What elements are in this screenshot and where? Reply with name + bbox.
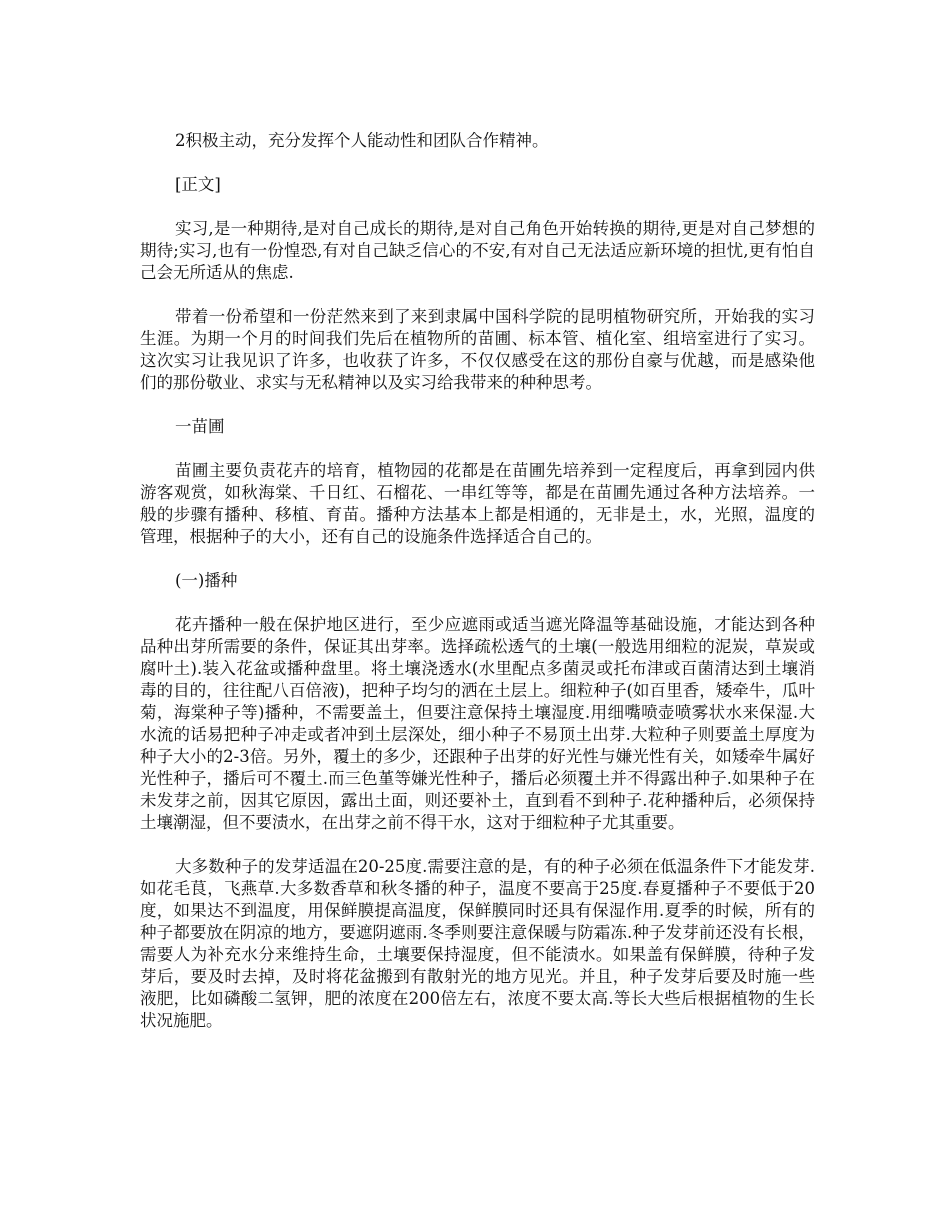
section-heading-nursery: 一苗圃 — [175, 417, 225, 436]
paragraph-internship-intro: 带着一份希望和一份茫然来到了来到隶属中国科学院的昆明植物研究所，开始我的实习生涯。为期一个月的时间我们先后在植物所的苗圃、标本管、植化室、组培室进行了实习。这次实习让我见识了许多，也收获了许多，不仅仅感受在这的那份自豪与优越，而是感染他们的那份敬业、求实与无私精神以及实习给我带来的种种思考。 — [140, 307, 815, 392]
subsection-heading-sowing: (一)播种 — [175, 571, 238, 590]
intro-line: 2积极主动，充分发挥个人能动性和团队合作精神。 — [175, 131, 549, 150]
paragraph-germination-temperature: 大多数种子的发芽适温在20-25度.需要注意的是，有的种子必须在低温条件下才能发芽.如花毛茛，飞燕草.大多数香草和秋冬播的种子，温度不要高于25度.春夏播种子不要低于20度，如果达不到温度，用保鲜膜提高温度，保鲜膜同时还具有保湿作用.夏季的时候，所有的种子都要放在阴凉的地方，要遮阴遮雨.冬季则要注意保暖与防霜冻.种子发芽前还没有长根，需要人为补充水分来维持生命，土壤要保持湿度，但不能渍水。如果盖有保鲜膜，待种子发芽后，要及时去掉，及时将花盆搬到有散射光的地方见光。并且，种子发芽后要及时施一些液肥，比如磷酸二氢钾，肥的浓度在200倍左右，浓度不要太高.等长大些后根据植物的生长状况施肥。 — [140, 857, 815, 1030]
section-label-main-text: [正文] — [175, 175, 221, 194]
document-body — [140, 130, 815, 1054]
paragraph-nursery: 苗圃主要负责花卉的培育，植物园的花都是在苗圃先培养到一定程度后，再拿到园内供游客观赏，如秋海棠、千日红、石榴花、一串红等等，都是在苗圃先通过各种方法培养。一般的步骤有播种、移植、育苗。播种方法基本上都是相通的，无非是土，水，光照，温度的管理，根据种子的大小，还有自己的设施条件选择适合自己的。 — [140, 461, 815, 546]
paragraph-internship-expectation: 实习,是一种期待,是对自己成长的期待,是对自己角色开始转换的期待,更是对自己梦想的期待;实习,也有一份惶恐,有对自己缺乏信心的不安,有对自己无法适应新环境的担忧,更有怕自己会无所适从的焦虑. — [140, 219, 815, 282]
paragraph-sowing-method: 花卉播种一般在保护地区进行，至少应遮雨或适当遮光降温等基础设施，才能达到各种品种出芽所需要的条件，保证其出芽率。选择疏松透气的土壤(一般选用细粒的泥炭，草炭或腐叶土).装入花盆或播种盘里。将土壤浇透水(水里配点多菌灵或托布津或百菌清达到土壤消毒的目的，往往配八百倍液)，把种子均匀的洒在土层上。细粒种子(如百里香，矮牵牛，瓜叶菊，海棠种子等)播种，不需要盖土，但要注意保持土壤湿度.用细嘴喷壶喷雾状水来保湿.大水流的话易把种子冲走或者冲到土层深处，细小种子不易顶土出芽.大粒种子则要盖土厚度为种子大小的2-3倍。另外，覆土的多少，还跟种子出芽的好光性与嫌光性有关，如矮牵牛属好光性种子，播后可不覆土.而三色堇等嫌光性种子，播后必须覆土并不得露出种子.如果种子在未发芽之前，因其它原因，露出土面，则还要补土，直到看不到种子.花种播种后，必须保持土壤潮湿，但不要渍水，在出芽之前不得干水，这对于细粒种子尤其重要。 — [140, 615, 815, 832]
